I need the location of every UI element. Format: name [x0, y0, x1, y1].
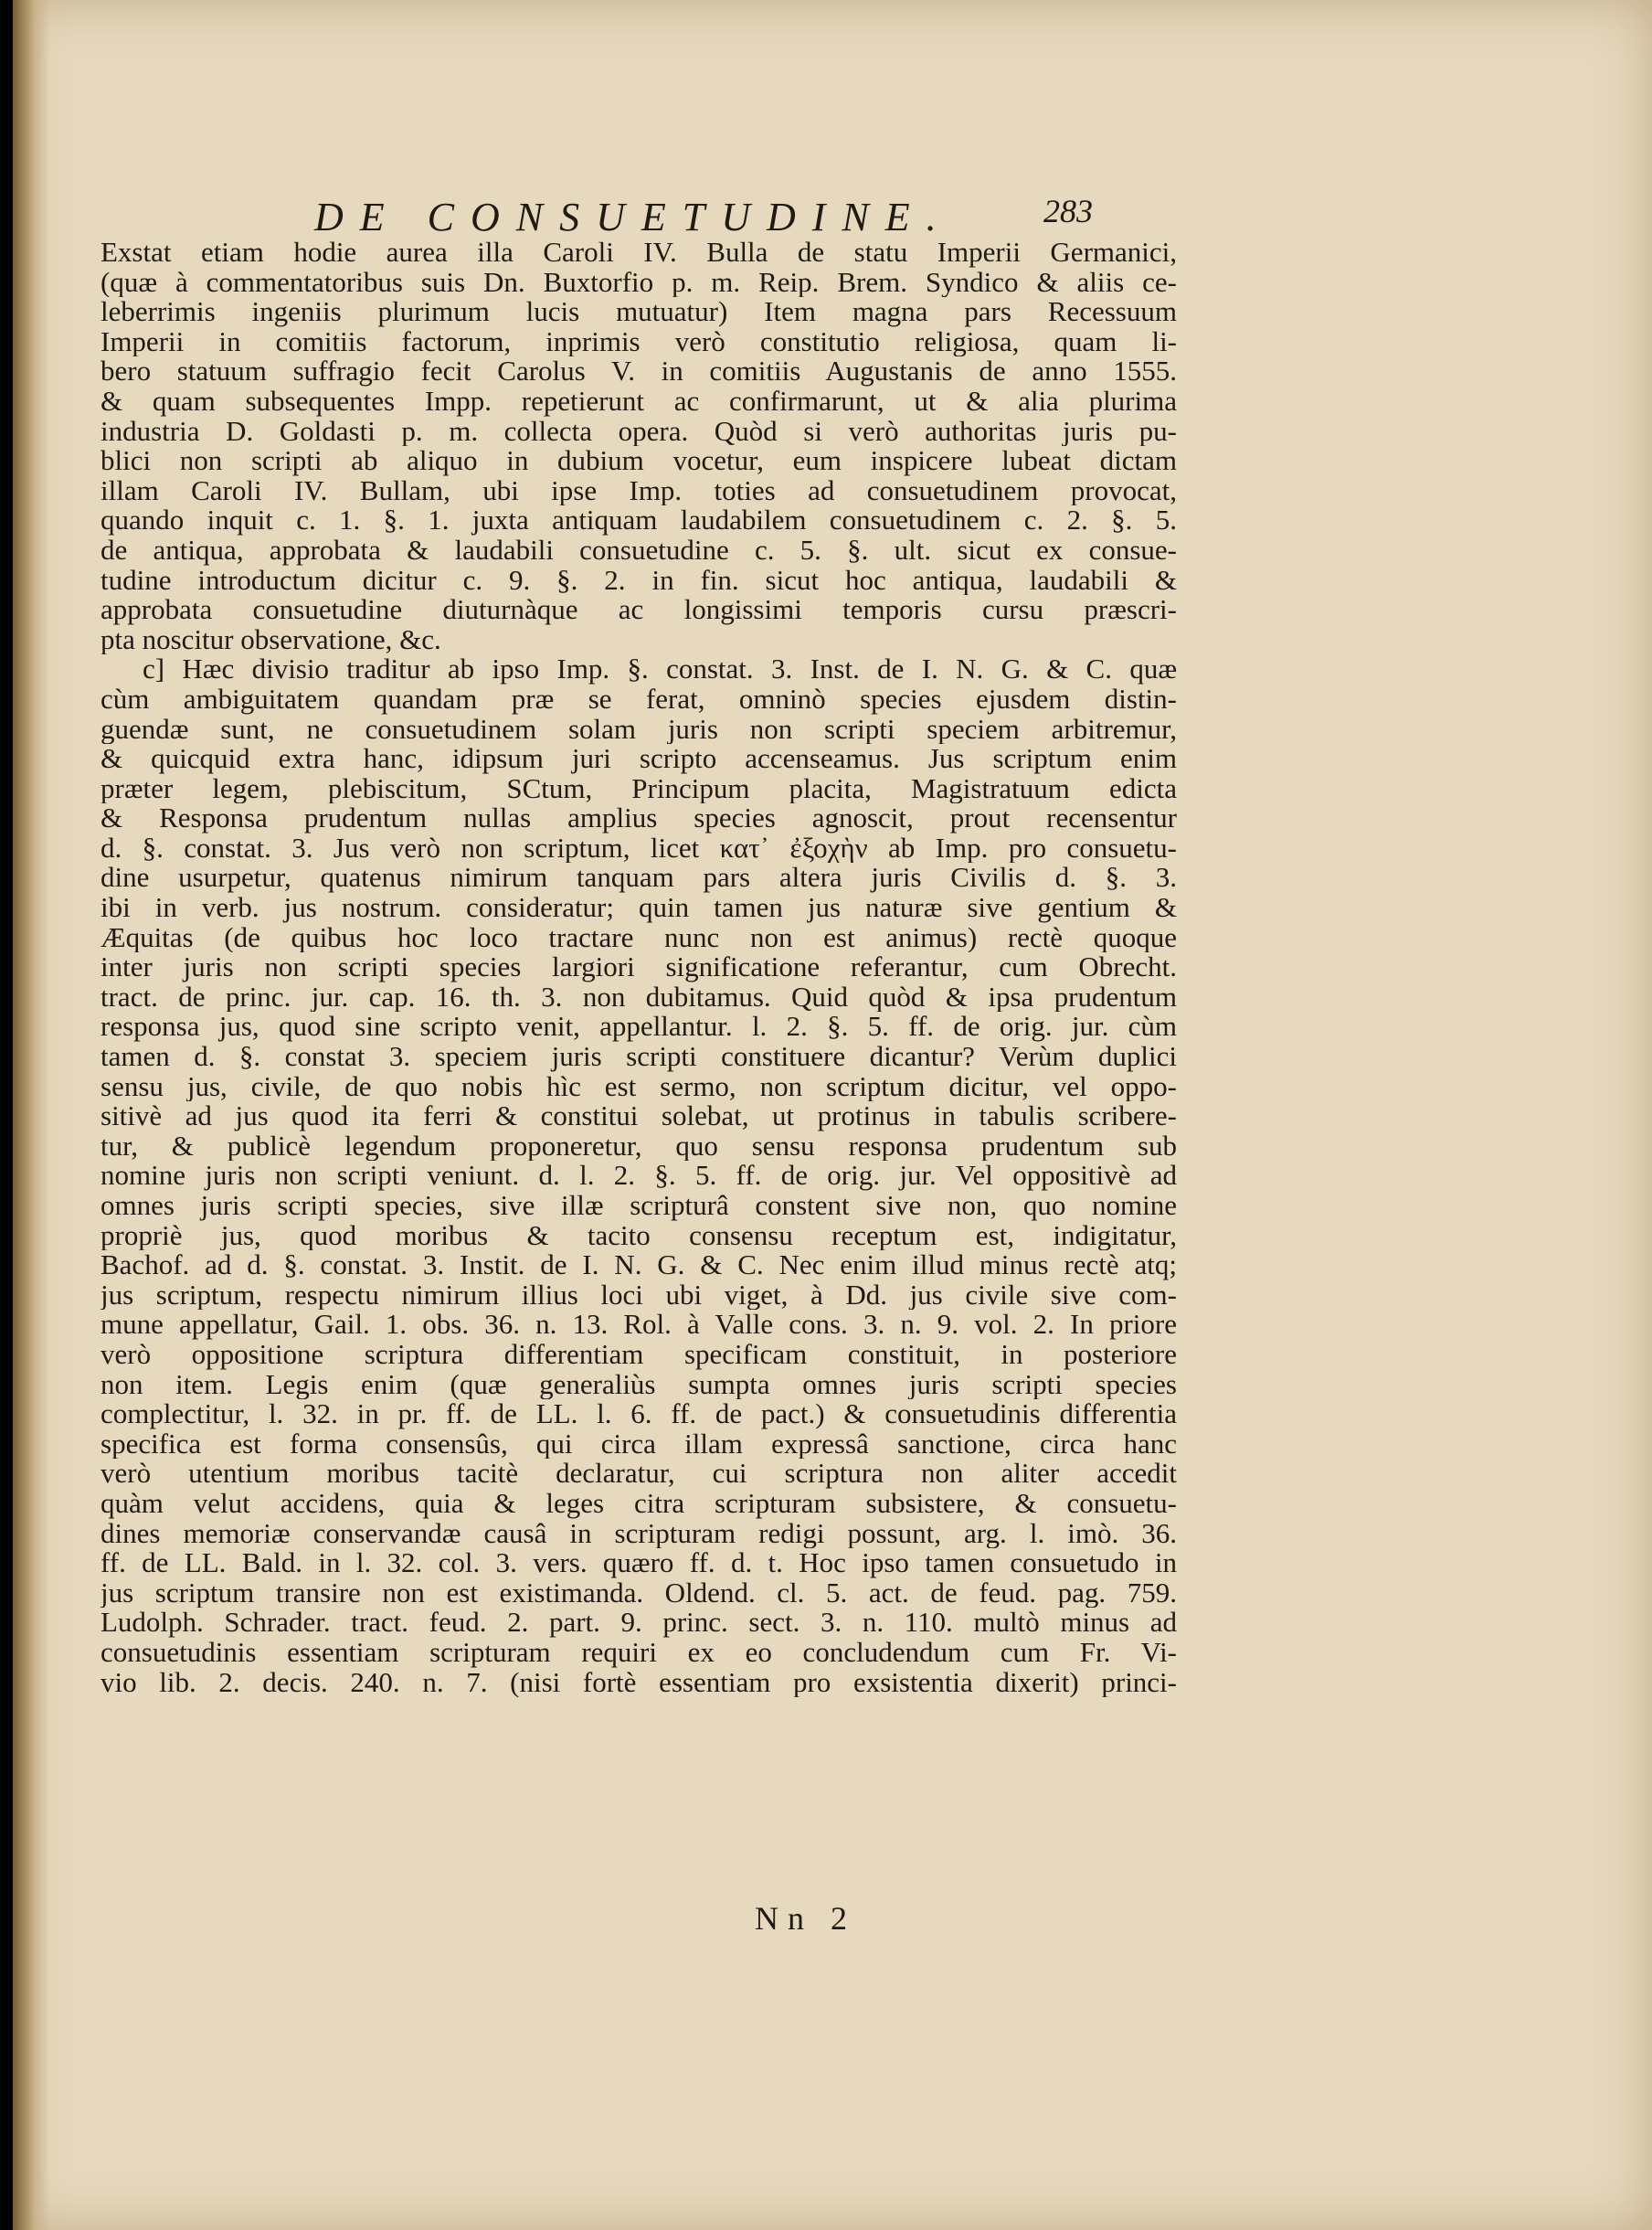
- text-line: nomine juris non scripti veniunt. d. l. 2. §. 5. ff. de orig. jur. Vel oppositivè ad: [101, 1161, 1177, 1191]
- text-line: complectitur, l. 32. in pr. ff. de LL. l. 6. ff. de pact.) & consuetudinis differentia: [101, 1399, 1177, 1429]
- text-line: quàm velut accidens, quia & leges citra scripturam subsistere, & consuetu-: [101, 1488, 1177, 1519]
- text-line: dines memoriæ conservandæ causâ in scripturam redigi possunt, arg. l. imò. 36.: [101, 1518, 1177, 1549]
- text-line: omnes juris scripti species, sive illæ scripturâ constent sive non, quo nomine: [101, 1191, 1177, 1221]
- text-line: blici non scripti ab aliquo in dubium vocetur, eum inspicere lubeat dictam: [101, 446, 1177, 476]
- page-number: 283: [1043, 193, 1093, 229]
- text-line: Imperii in comitiis factorum, inprimis verò constitutio religiosa, quam li-: [101, 326, 1177, 357]
- body-text: [101, 238, 1177, 1697]
- text-line: ibi in verb. jus nostrum. consideratur; quin tamen jus naturæ sive gentium &: [101, 893, 1177, 923]
- text-line: & quam subsequentes Impp. repetierunt ac confirmarunt, ut & alia plurima: [101, 386, 1177, 417]
- text-line: propriè jus, quod moribus & tacito consensu receptum est, indigitatur,: [101, 1220, 1177, 1251]
- running-title: DE CONSUETUDINE.: [314, 195, 953, 239]
- text-line: non item. Legis enim (quæ generaliùs sumpta omnes juris scripti species: [101, 1369, 1177, 1400]
- book-page: [13, 0, 1652, 2230]
- text-line: (quæ à commentatoribus suis Dn. Buxtorfio p. m. Reip. Brem. Syndico & aliis ce-: [101, 267, 1177, 298]
- text-line: tamen d. §. constat 3. speciem juris scripti constituere dicantur? Verùm duplici: [101, 1042, 1177, 1072]
- text-line: Exstat etiam hodie aurea illa Caroli IV. Bulla de statu Imperii Germanici,: [101, 238, 1177, 268]
- text-line: dine usurpetur, quatenus nimirum tanquam pars altera juris Civilis d. §. 3.: [101, 863, 1177, 894]
- text-line: & quicquid extra hanc, idipsum juri scripto accenseamus. Jus scriptum enim: [101, 744, 1177, 774]
- text-line: responsa jus, quod sine scripto venit, appellantur. l. 2. §. 5. ff. de orig. jur. cùm: [101, 1012, 1177, 1043]
- text-line: vio lib. 2. decis. 240. n. 7. (nisi fortè essentiam pro exsistentia dixerit) princi-: [101, 1667, 1177, 1698]
- text-line: d. §. constat. 3. Jus verò non scriptum, licet κατ᾽ ἐξοχὴν ab Imp. pro consuetu-: [101, 833, 1177, 864]
- text-line: inter juris non scripti species largiori significatione referantur, cum Obrecht.: [101, 952, 1177, 982]
- text-line: præter legem, plebiscitum, SCtum, Principum placita, Magistratuum edicta: [101, 773, 1177, 804]
- text-line: industria D. Goldasti p. m. collecta opera. Quòd si verò authoritas juris pu-: [101, 416, 1177, 447]
- text-line: verò oppositione scriptura differentiam specificam constituit, in posteriore: [101, 1339, 1177, 1370]
- text-line: quando inquit c. 1. §. 1. juxta antiquam laudabilem consuetudinem c. 2. §. 5.: [101, 505, 1177, 536]
- text-line: de antiqua, approbata & laudabili consuetudine c. 5. §. ult. sicut ex consue-: [101, 535, 1177, 566]
- text-line: jus scriptum transire non est existimanda. Oldend. cl. 5. act. de feud. pag. 759.: [101, 1577, 1177, 1609]
- text-line: jus scriptum, respectu nimirum illius loci ubi viget, à Dd. jus civile sive com-: [101, 1280, 1177, 1311]
- text-line: illam Caroli IV. Bullam, ubi ipse Imp. toties ad consuetudinem provocat,: [101, 475, 1177, 506]
- page-gutter: [13, 0, 49, 2230]
- text-line: pta noscitur observatione, &c.: [101, 624, 441, 655]
- text-line: ff. de LL. Bald. in l. 32. col. 3. vers. quæro ff. d. t. Hoc ipso tamen consuetudo in: [101, 1548, 1177, 1578]
- text-line: leberrimis ingeniis plurimum lucis mutuatur) Item magna pars Recessuum: [101, 297, 1177, 327]
- text-line: sensu jus, civile, de quo nobis hìc est sermo, non scriptum dicitur, vel oppo-: [101, 1071, 1177, 1102]
- text-line: Æquitas (de quibus hoc loco tractare nunc non est animus) rectè quoque: [101, 922, 1177, 953]
- footnote-start-line: c] Hæc divisio traditur ab ipso Imp. §. constat. 3. Inst. de I. N. G. & C. quæ: [143, 654, 1177, 685]
- text-line: verò utentium moribus tacitè declaratur, cui scriptura non aliter accedit: [101, 1459, 1177, 1489]
- text-line: Bachof. ad d. §. constat. 3. Instit. de I. N. G. & C. Nec enim illud minus rectè atq;: [101, 1250, 1177, 1280]
- text-line: Ludolph. Schrader. tract. feud. 2. part. 9. princ. sect. 3. n. 110. multò minus ad: [101, 1608, 1177, 1638]
- signature-mark: Nn 2: [755, 1900, 856, 1937]
- text-line: sitivè ad jus quod ita ferri & constitui solebat, ut protinus in tabulis scribere-: [101, 1101, 1177, 1131]
- text-line: guendæ sunt, ne consuetudinem solam juris non scripti speciem arbitremur,: [101, 714, 1177, 745]
- text-line: mune appellatur, Gail. 1. obs. 36. n. 13. Rol. à Valle cons. 3. n. 9. vol. 2. In priore: [101, 1310, 1177, 1340]
- text-line: tudine introductum dicitur c. 9. §. 2. in fin. sicut hoc antiqua, laudabili &: [101, 565, 1177, 596]
- text-line: approbata consuetudine diuturnàque ac longissimi temporis cursu præscri-: [101, 595, 1177, 625]
- text-line: bero statuum suffragio fecit Carolus V. in comitiis Augustanis de anno 1555.: [101, 356, 1177, 387]
- text-line: tur, & publicè legendum proponeretur, quo sensu responsa prudentum sub: [101, 1131, 1177, 1162]
- text-line: cùm ambiguitatem quandam præ se ferat, omninò species ejusdem distin-: [101, 684, 1177, 715]
- text-line: consuetudinis essentiam scripturam requiri ex eo concludendum cum Fr. Vi-: [101, 1637, 1177, 1668]
- text-line: specifica est forma consensûs, qui circa illam expressâ sanctione, circa hanc: [101, 1428, 1177, 1460]
- text-line: tract. de princ. jur. cap. 16. th. 3. non dubitamus. Quid quòd & ipsa prudentum: [101, 982, 1177, 1013]
- text-line: & Responsa prudentum nullas amplius species agnoscit, prout recensentur: [101, 803, 1177, 834]
